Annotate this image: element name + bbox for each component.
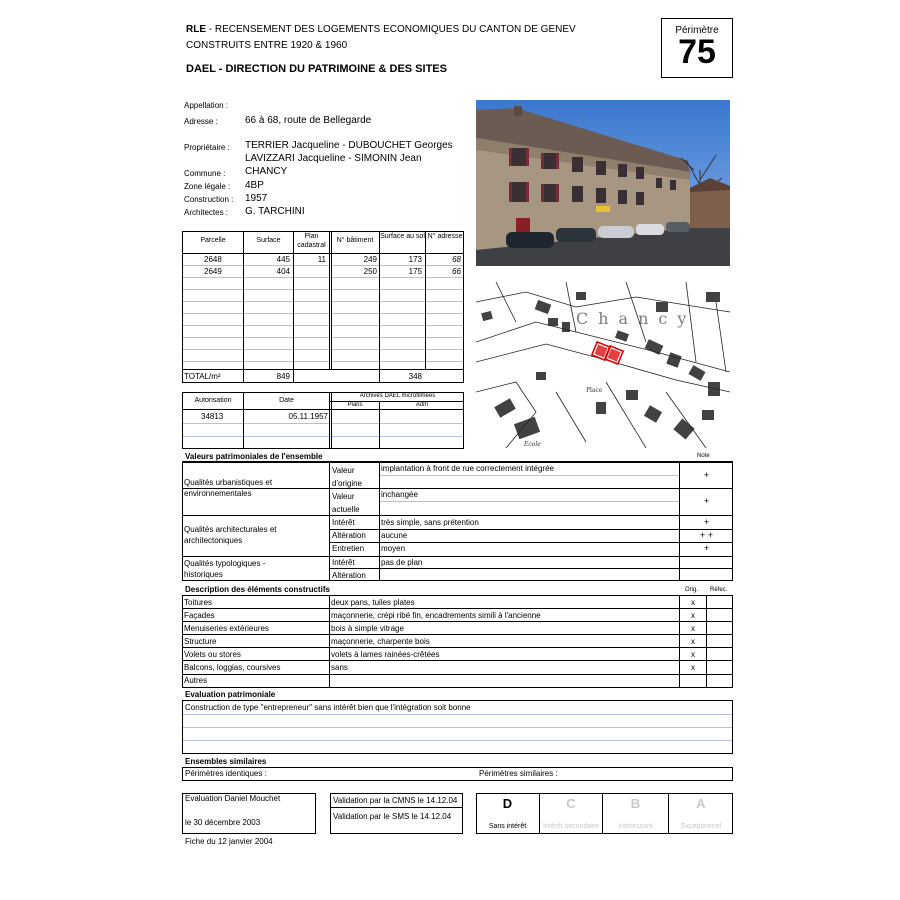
perimetres-similaires: Périmètres similaires : bbox=[479, 769, 558, 778]
valeur-key: Entretien bbox=[332, 544, 365, 553]
construction-value: 1957 bbox=[245, 193, 268, 204]
valeur-value: moyen bbox=[381, 544, 406, 553]
map-village-label: Chancy bbox=[576, 309, 697, 328]
valeur-key: Valeur d'origine bbox=[332, 466, 362, 488]
valeur-key: Altération bbox=[332, 531, 366, 540]
valeur-value: implantation à front de rue correctement intégrée bbox=[381, 464, 554, 473]
proprietaire-line-1: TERRIER Jacqueline - DUBOUCHET Georges bbox=[245, 140, 453, 151]
parcel-cell: 404 bbox=[276, 267, 290, 276]
grade-c-letter: C bbox=[566, 796, 576, 811]
desc-value: sans bbox=[331, 663, 348, 672]
valeur-note: + bbox=[703, 470, 710, 480]
building-photo-svg bbox=[476, 100, 730, 266]
parcel-cell: 175 bbox=[408, 267, 422, 276]
col-autorisation: Autorisation bbox=[194, 397, 232, 404]
col-num-batiment: N° bâtiment bbox=[336, 237, 374, 244]
construction-label: Construction : bbox=[184, 195, 234, 204]
title-line-2: CONSTRUITS ENTRE 1920 & 1960 bbox=[186, 40, 348, 51]
qualites-typologiques: Qualités typologiques - historiques bbox=[184, 559, 266, 579]
map-place-label: Place bbox=[586, 387, 603, 394]
valeur-key: Altération bbox=[332, 571, 366, 580]
col-surface-sol: Surface au sol bbox=[380, 233, 425, 240]
evaluation-date: le 30 décembre 2003 bbox=[185, 818, 261, 827]
qualites-urbanistiques: Qualités urbanistiques et environnementales bbox=[184, 478, 273, 498]
parcel-cell: 249 bbox=[363, 255, 377, 264]
col-plans: Plans bbox=[347, 402, 363, 408]
grade-b-label: Intéressant bbox=[618, 823, 653, 830]
fiche-date: Fiche du 12 janvier 2004 bbox=[185, 837, 273, 846]
col-date: Date bbox=[279, 397, 294, 404]
zone-value: 4BP bbox=[245, 180, 264, 191]
desc-key: Structure bbox=[184, 637, 217, 646]
valeur-value: aucune bbox=[381, 531, 408, 540]
dael-title: DAEL - DIRECTION DU PATRIMOINE & DES SITES bbox=[186, 63, 447, 75]
desc-orig: x bbox=[691, 611, 695, 620]
desc-orig: x bbox=[691, 624, 695, 633]
valeur-value: pas de plan bbox=[381, 558, 423, 567]
desc-value: deux pans, tuiles plates bbox=[331, 598, 415, 607]
desc-key: Menuiseries extérieures bbox=[184, 624, 269, 633]
commune-label: Commune : bbox=[184, 169, 226, 178]
grade-b-letter: B bbox=[630, 796, 641, 811]
building-photo bbox=[476, 100, 730, 266]
desc-orig: x bbox=[691, 598, 695, 607]
col-num-adresse: N° adresse bbox=[427, 233, 463, 240]
evaluation-title: Evaluation patrimoniale bbox=[185, 690, 276, 699]
rle-acronym: RLE bbox=[186, 24, 206, 35]
desc-value: maçonnerie, crépi ribé fin, encadrements simili à l'ancienne bbox=[331, 611, 541, 620]
valeur-value: très simple, sans prétention bbox=[381, 518, 479, 527]
col-plan-cadastral: Plan cadastral bbox=[297, 233, 326, 249]
desc-key: Balcons, loggias, coursives bbox=[184, 663, 281, 672]
col-surface: Surface bbox=[256, 237, 281, 244]
description-title: Description des éléments constructifs bbox=[185, 585, 330, 594]
desc-key: Autres bbox=[184, 676, 208, 685]
report-title bbox=[186, 24, 601, 35]
grade-d-label: Sans intérêt bbox=[488, 823, 527, 830]
total-label: TOTAL/m² bbox=[184, 372, 221, 381]
valeur-value: inchangée bbox=[381, 490, 418, 499]
evaluation-text: Construction de type "entrepreneur" sans intérêt bien que l'intégration soit bonne bbox=[185, 703, 471, 712]
appellation-label: Appellation : bbox=[184, 101, 229, 110]
valeur-key: Intérêt bbox=[332, 518, 355, 527]
col-adm: Adm bbox=[415, 402, 429, 408]
ensembles-title: Ensembles similaires bbox=[185, 757, 267, 766]
grade-d-letter: D bbox=[502, 796, 513, 811]
proprietaire-label: Propriétaire : bbox=[184, 143, 230, 152]
map-ecole-label: Ecole bbox=[524, 441, 541, 448]
qualites-architecturales: Qualités architecturales et architectoniques bbox=[184, 525, 277, 545]
parcel-cell: 2649 bbox=[204, 267, 222, 276]
cadastral-map-svg bbox=[476, 282, 730, 448]
parcel-cell: 173 bbox=[408, 255, 422, 264]
perimetre-label: Périmètre bbox=[675, 25, 719, 36]
grade-c-label: Intérêt secondaire bbox=[542, 823, 600, 830]
evaluation-by: Evaluation Daniel Mouchet bbox=[185, 794, 281, 803]
validation-sms: Validation par le SMS le 14.12.04 bbox=[333, 812, 452, 821]
parcel-cell: 68 bbox=[452, 255, 461, 264]
valeur-note: + bbox=[703, 543, 710, 553]
total-surface: 849 bbox=[276, 372, 290, 381]
perimetres-identiques: Périmètres identiques : bbox=[185, 769, 267, 778]
desc-orig: x bbox=[691, 663, 695, 672]
desc-key: Façades bbox=[184, 611, 215, 620]
validation-cmns: Validation par la CMNS le 14.12.04 bbox=[333, 796, 458, 805]
desc-key: Toitures bbox=[184, 598, 213, 607]
orig-label: Orig. bbox=[685, 587, 699, 593]
architectes-label: Architectes : bbox=[184, 208, 229, 217]
note-label: Note bbox=[697, 453, 710, 459]
desc-orig: x bbox=[691, 650, 695, 659]
refec-label: Réfec. bbox=[710, 587, 728, 593]
autorisation-date: 05.11.1957 bbox=[288, 412, 328, 421]
desc-key: Volets ou stores bbox=[184, 650, 241, 659]
grade-a-letter: A bbox=[696, 796, 706, 811]
valeur-key: Valeur actuelle bbox=[332, 492, 360, 514]
title-line-1: - RECENSEMENT DES LOGEMENTS ECONOMIQUES DU CANTON DE GENEV bbox=[206, 24, 576, 35]
perimetre-number: 75 bbox=[678, 33, 716, 71]
valeur-key: Intérêt bbox=[332, 558, 355, 567]
valeurs-title: Valeurs patrimoniales de l'ensemble bbox=[185, 452, 323, 461]
col-archives: Archives DAEL microfilmées bbox=[359, 393, 436, 399]
architectes-value: G. TARCHINI bbox=[245, 206, 305, 217]
proprietaire-line-2: LAVIZZARI Jacqueline - SIMONIN Jean bbox=[245, 153, 422, 164]
perimetre-box bbox=[661, 18, 733, 78]
parcel-cell: 2648 bbox=[204, 255, 222, 264]
parcel-cell: 250 bbox=[363, 267, 377, 276]
valeur-note: + bbox=[703, 517, 710, 527]
total-sol: 348 bbox=[408, 372, 422, 381]
commune-value: CHANCY bbox=[245, 166, 288, 177]
desc-value: volets à lames rainées-crêtées bbox=[331, 650, 440, 659]
parcel-cell: 11 bbox=[317, 255, 326, 264]
valeur-note: + bbox=[703, 496, 710, 506]
adresse-value: 66 à 68, route de Bellegarde bbox=[245, 115, 372, 126]
col-parcelle: Parcelle bbox=[200, 237, 226, 244]
valeur-note: + + bbox=[699, 530, 713, 540]
cadastral-map bbox=[476, 282, 730, 448]
adresse-label: Adresse : bbox=[184, 117, 218, 126]
desc-value: maçonnerie, charpente bois bbox=[331, 637, 430, 646]
desc-value: bois à simple vitrage bbox=[331, 624, 404, 633]
parcel-cell: 445 bbox=[276, 255, 290, 264]
desc-orig: x bbox=[691, 637, 695, 646]
parcel-cell: 66 bbox=[452, 267, 461, 276]
autorisation-number: 34813 bbox=[201, 412, 224, 421]
zone-label: Zone légale : bbox=[184, 182, 231, 191]
grade-a-label: Exceptionnel bbox=[680, 823, 722, 830]
